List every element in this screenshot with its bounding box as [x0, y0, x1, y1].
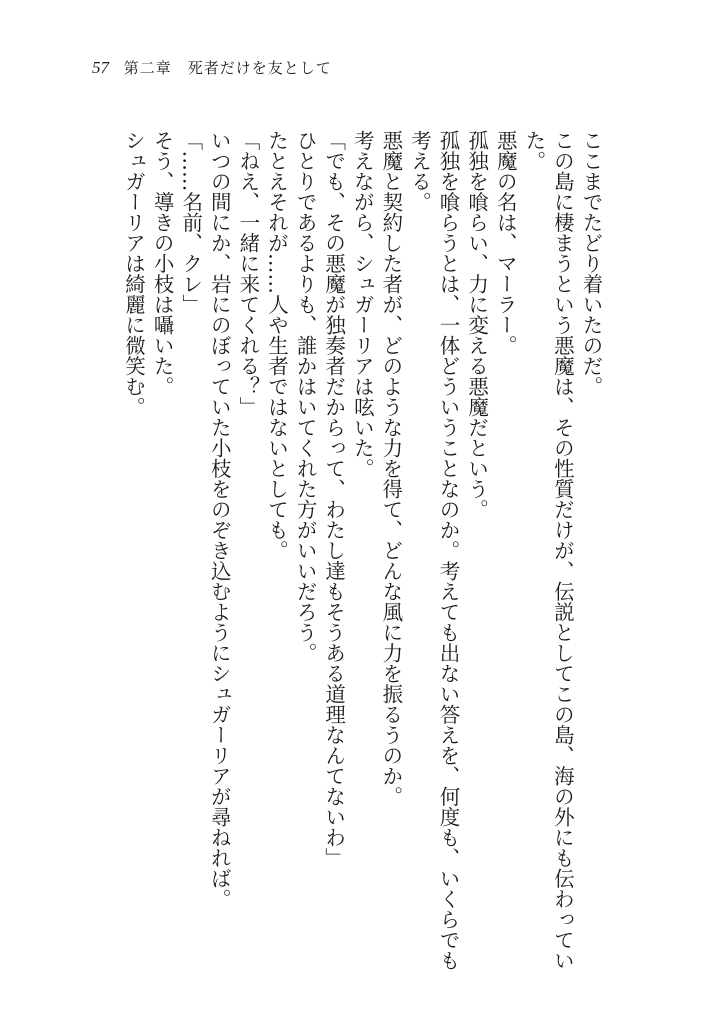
text-line: たとえそれが……人や生者ではないとしても。 — [264, 130, 289, 561]
text-line: 考えながら、シュガーリアは呟いた。 — [350, 130, 375, 479]
running-head — [92, 58, 332, 78]
vertical-body-text — [119, 130, 605, 990]
page-number: 57 — [92, 58, 109, 77]
text-line: た。 — [521, 130, 546, 171]
text-line: 孤独を喰らい、力に変える悪魔だという。 — [464, 130, 489, 520]
text-line: 考える。 — [407, 130, 432, 212]
text-line: そう、導きの小枝は囁いた。 — [150, 130, 175, 397]
text-line: 孤独を喰らうとは、一体どういうことなのか。考えても出ない答えを、何度も、いくらでも — [436, 130, 461, 971]
text-line: 「でも、その悪魔が独奏者だからって、わたし達もそうある道理なんてないわ」 — [321, 130, 346, 868]
text-line: 悪魔の名は、マーラー。 — [493, 130, 518, 356]
text-line: 悪魔と契約した者が、どのような力を得て、どんな風に力を振るうのか。 — [378, 130, 403, 807]
text-line: 「……名前、クレ」 — [178, 130, 203, 315]
chapter-title: 第二章 死者だけを友として — [123, 59, 332, 77]
text-line: いつの間にか、岩にのぼっていた小枝をのぞき込むようにシュガーリアが尋ねれば。 — [207, 130, 232, 909]
text-line: この島に棲まうという悪魔は、その性質だけが、伝説としてこの島、海の外にも伝わってい — [550, 130, 575, 971]
text-line: シュガーリアは綺麗に微笑む。 — [121, 130, 146, 417]
text-line: ここまでたどり着いたのだ。 — [579, 130, 603, 397]
text-line: ひとりであるよりも、誰かはいてくれた方がいいだろう。 — [293, 130, 318, 663]
text-line: 「ねえ、一緒に来てくれる？」 — [235, 130, 260, 417]
